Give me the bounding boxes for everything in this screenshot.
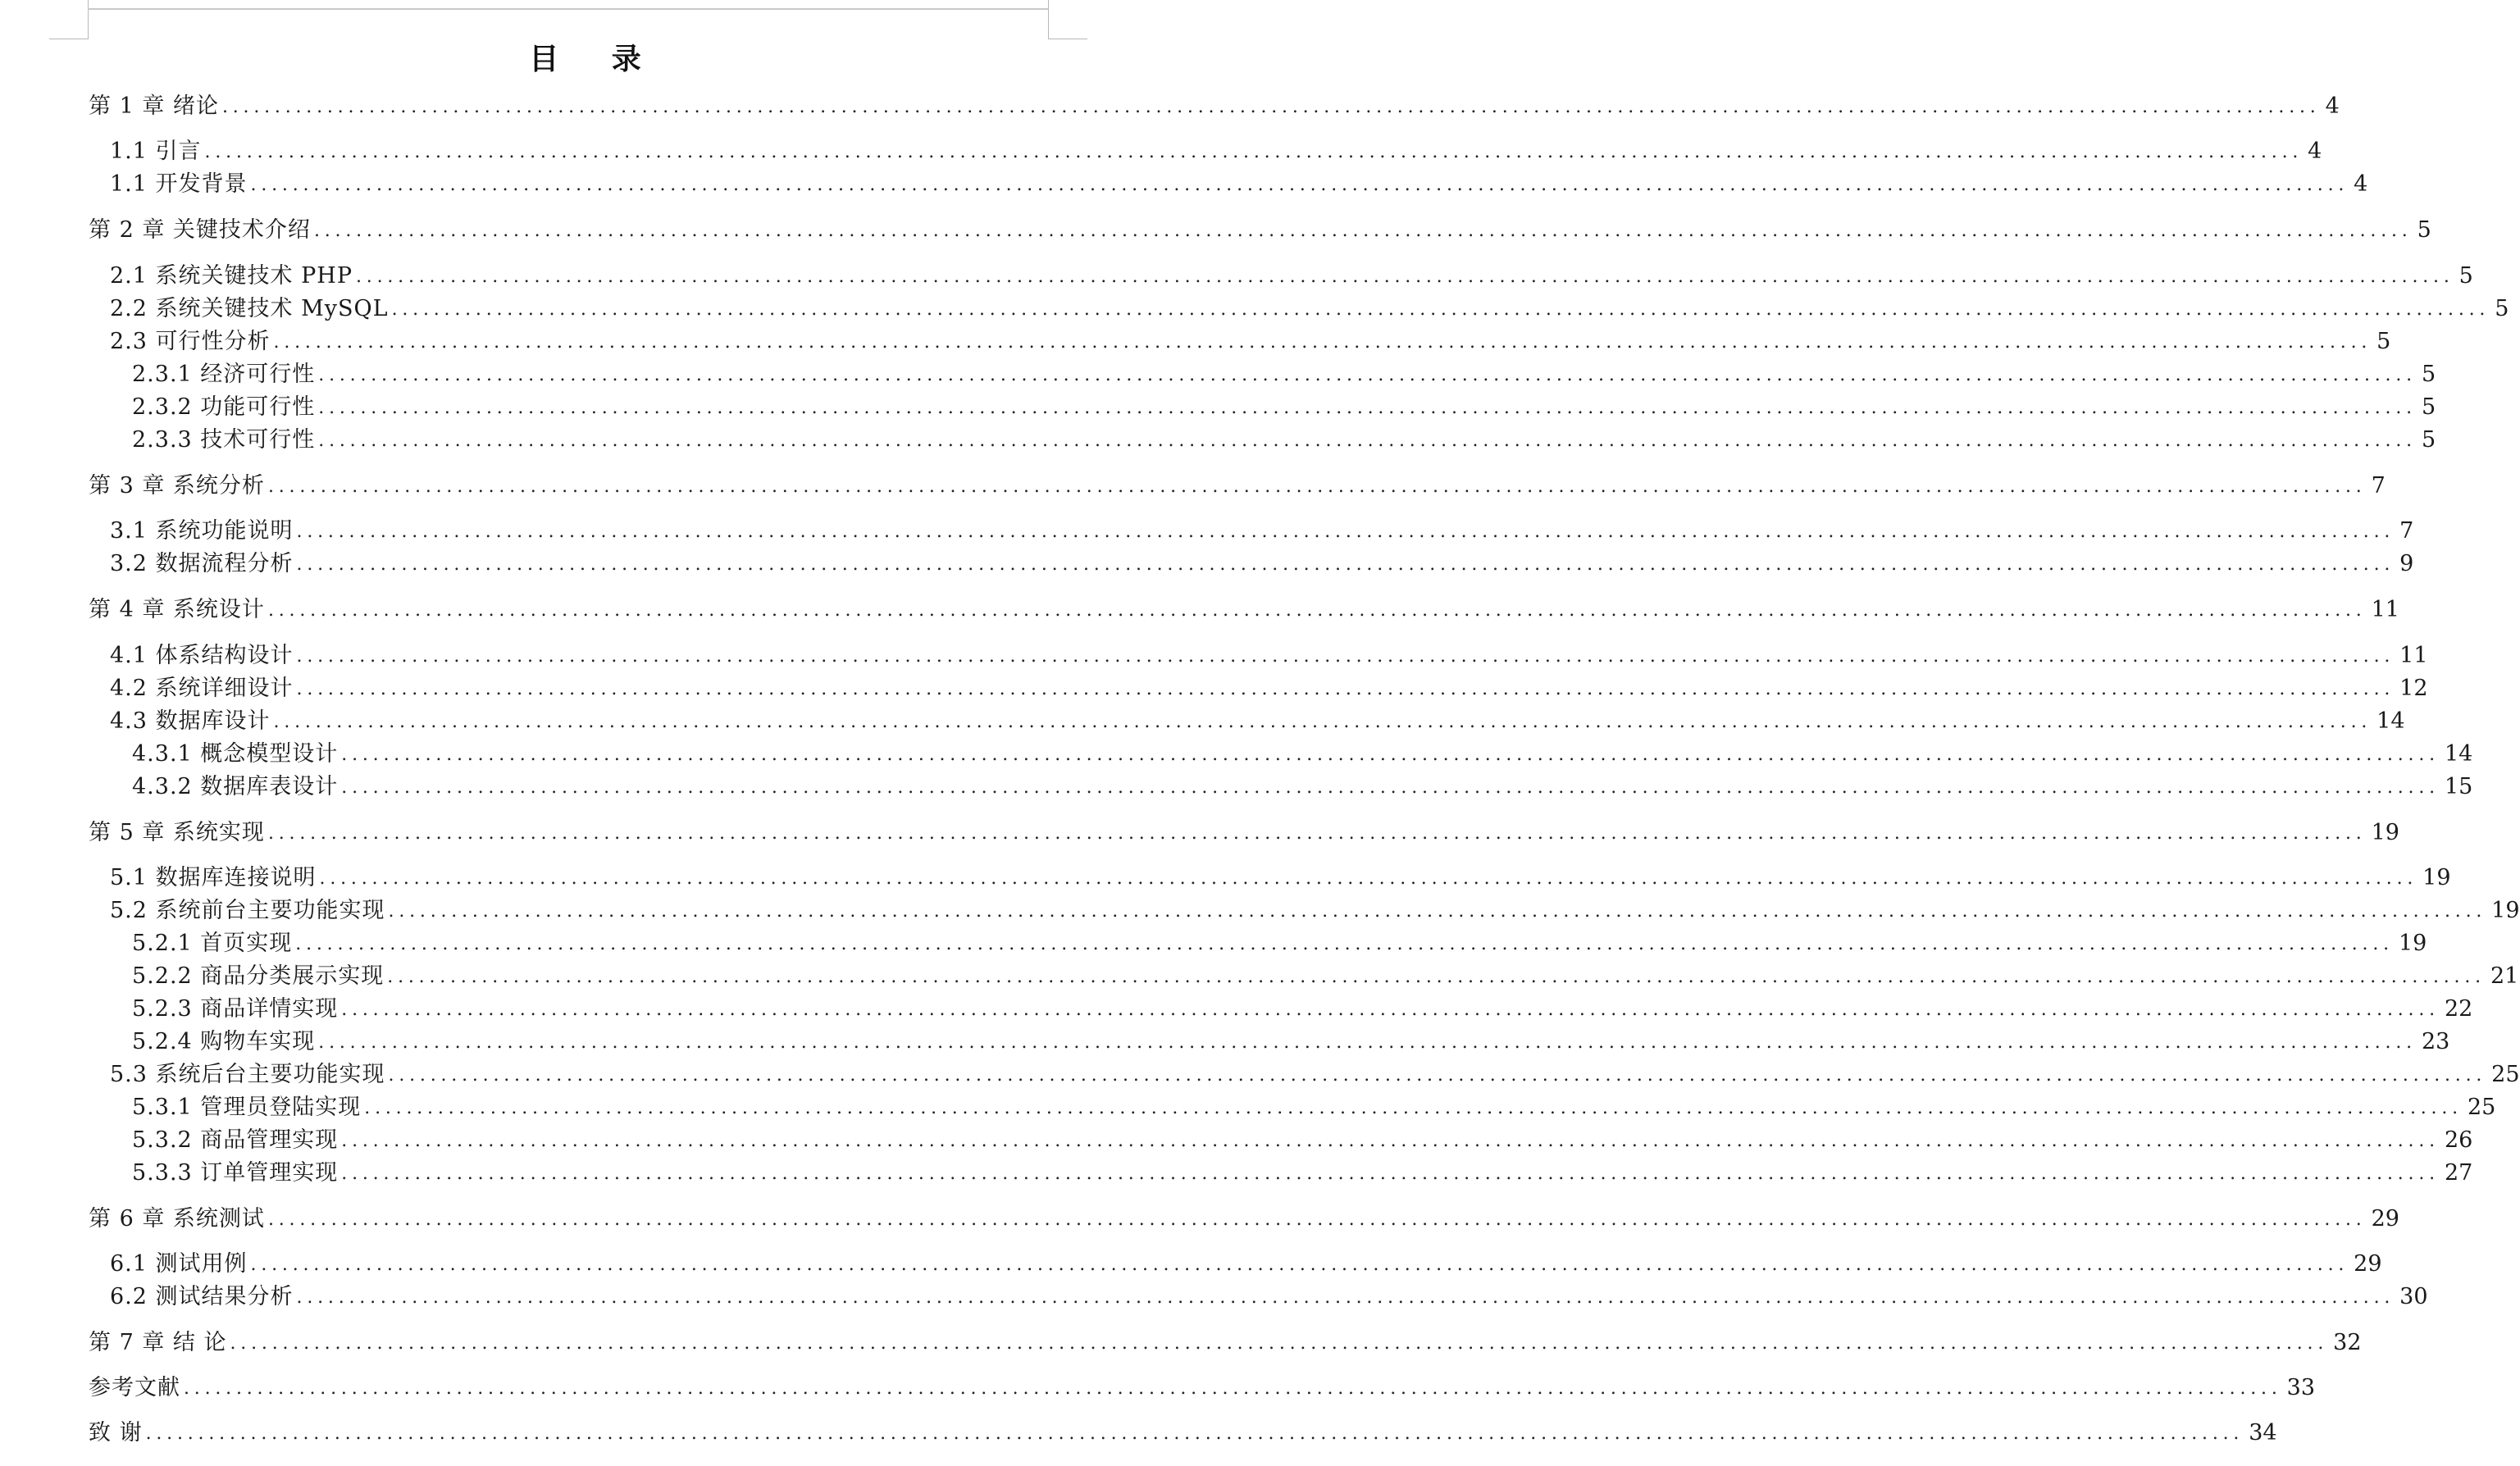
toc-entry-4-3-1[interactable] [89, 738, 2473, 771]
toc-entry-label: 参考文献 [89, 1375, 180, 1400]
toc-entry-page: 4 [2308, 139, 2322, 164]
dot-leader: ........................................................................................................................................................................................................ [388, 901, 2487, 922]
toc-entry-label: 5.2.2 商品分类展示实现 [132, 963, 385, 989]
toc-entry-page: 19 [2371, 820, 2399, 845]
table-of-contents [89, 0, 2520, 1466]
dot-leader: ........................................................................................................................................................................................................ [296, 554, 2395, 575]
dot-leader: ........................................................................................................................................................................................................ [341, 999, 2440, 1020]
dot-leader: ........................................................................................................................................................................................................ [273, 712, 2372, 732]
dot-leader: ........................................................................................................................................................................................................ [364, 1098, 2463, 1118]
toc-title: 目 录 [529, 43, 663, 76]
toc-entry-2-3[interactable] [89, 326, 2391, 358]
dot-leader: ........................................................................................................................................................................................................ [267, 823, 2367, 844]
toc-entry-2-3-1[interactable] [89, 358, 2436, 391]
toc-entry-label: 3.1 系统功能说明 [110, 518, 294, 544]
dot-leader: ........................................................................................................................................................................................................ [313, 221, 2413, 241]
toc-entry-4-3[interactable] [89, 705, 2405, 738]
toc-entry-page: 19 [2491, 898, 2520, 923]
dot-leader: ........................................................................................................................................................................................................ [318, 365, 2417, 385]
toc-entry-label: 6.2 测试结果分析 [110, 1284, 294, 1309]
toc-entry-page: 9 [2399, 551, 2414, 576]
dot-leader: ........................................................................................................................................................................................................ [318, 398, 2417, 418]
toc-entry-label: 5.2.1 首页实现 [132, 931, 293, 956]
dot-leader: ........................................................................................................................................................................................................ [341, 777, 2440, 798]
toc-entry-6-2[interactable] [89, 1281, 2428, 1313]
toc-entry-3-1[interactable] [89, 515, 2414, 548]
toc-entry-page: 12 [2399, 676, 2428, 701]
toc-entry-page: 5 [2421, 427, 2436, 453]
toc-entry-label: 4.2 系统详细设计 [110, 676, 294, 701]
toc-entry-2-3-3[interactable] [89, 424, 2436, 457]
toc-entry-page: 5 [2417, 217, 2431, 243]
toc-entry-label: 1.1 开发背景 [110, 171, 248, 197]
dot-leader: ........................................................................................................................................................................................................ [355, 266, 2454, 287]
toc-entry-chapter-5[interactable] [89, 817, 2399, 849]
toc-entry-page: 5 [2421, 394, 2436, 420]
toc-entry-chapter-4[interactable] [89, 594, 2399, 626]
toc-entry-page: 34 [2249, 1420, 2277, 1446]
toc-entry-page: 5 [2495, 296, 2509, 321]
dot-leader: ........................................................................................................................................................................................................ [341, 744, 2440, 765]
toc-entry-chapter-2[interactable] [89, 214, 2431, 247]
dot-leader: ........................................................................................................................................................................................................ [250, 175, 2349, 195]
toc-entry-label: 2.3.1 经济可行性 [132, 362, 316, 387]
toc-entry-page: 25 [2491, 1062, 2520, 1087]
toc-entry-6-1[interactable] [89, 1248, 2382, 1281]
toc-entry-chapter-3[interactable] [89, 470, 2386, 503]
toc-entry-page: 25 [2467, 1095, 2496, 1120]
toc-entry-1-1[interactable] [89, 135, 2322, 168]
toc-entry-page: 7 [2399, 518, 2414, 544]
toc-entry-label: 1.1 引言 [110, 139, 202, 164]
dot-leader: ........................................................................................................................................................................................................ [318, 1032, 2417, 1053]
crop-mark-top-right-vertical [1048, 0, 1049, 39]
toc-entry-5-2-4[interactable] [89, 1026, 2450, 1059]
toc-entry-page: 4 [2325, 93, 2340, 119]
toc-entry-page: 30 [2399, 1284, 2428, 1309]
toc-entry-label: 第 7 章 结 论 [89, 1330, 227, 1355]
toc-entry-label: 2.3 可行性分析 [110, 329, 271, 354]
toc-entry-label: 5.1 数据库连接说明 [110, 865, 317, 890]
toc-entry-page: 19 [2422, 865, 2451, 890]
toc-entry-5-2-1[interactable] [89, 927, 2427, 960]
toc-entry-page: 14 [2376, 708, 2405, 734]
toc-entry-page: 22 [2444, 996, 2473, 1022]
toc-entry-page: 7 [2371, 473, 2386, 499]
toc-entry-label: 第 4 章 系统设计 [89, 597, 265, 622]
toc-entry-4-3-2[interactable] [89, 771, 2473, 804]
toc-entry-page: 4 [2354, 171, 2368, 197]
toc-entry-5-2[interactable] [89, 895, 2520, 927]
toc-entry-5-2-2[interactable] [89, 960, 2519, 993]
toc-entry-4-2[interactable] [89, 672, 2428, 705]
toc-entry-page: 11 [2371, 597, 2399, 622]
toc-entry-2-1[interactable] [89, 260, 2473, 293]
dot-leader: ........................................................................................................................................................................................................ [319, 868, 2418, 889]
toc-entry-page: 27 [2444, 1160, 2473, 1186]
dot-leader: ........................................................................................................................................................................................................ [341, 1163, 2440, 1184]
dot-leader: ........................................................................................................................................................................................................ [145, 1423, 2244, 1444]
dot-leader: ........................................................................................................................................................................................................ [387, 967, 2486, 987]
toc-entry-label: 5.2.4 购物车实现 [132, 1029, 316, 1054]
toc-entry-label: 3.2 数据流程分析 [110, 551, 294, 576]
toc-entry-page: 5 [2458, 263, 2473, 289]
toc-entry-5-3-3[interactable] [89, 1157, 2473, 1190]
toc-entry-5-2-3[interactable] [89, 993, 2473, 1026]
toc-entry-references[interactable] [89, 1372, 2315, 1405]
toc-entry-label: 5.3.3 订单管理实现 [132, 1160, 339, 1186]
toc-entry-5-3[interactable] [89, 1059, 2520, 1091]
toc-entry-page: 29 [2354, 1251, 2382, 1277]
toc-entry-label: 第 2 章 关键技术介绍 [89, 217, 311, 243]
toc-entry-5-1[interactable] [89, 862, 2451, 895]
toc-entry-label: 第 3 章 系统分析 [89, 473, 265, 499]
dot-leader: ........................................................................................................................................................................................................ [184, 1378, 2282, 1399]
dot-leader: ........................................................................................................................................................................................................ [250, 1254, 2349, 1275]
toc-entry-5-3-1[interactable] [89, 1091, 2496, 1124]
toc-entry-label: 4.3.1 概念模型设计 [132, 741, 339, 767]
toc-entry-page: 32 [2333, 1330, 2362, 1355]
dot-leader: ........................................................................................................................................................................................................ [204, 142, 2304, 162]
toc-entry-page: 26 [2444, 1127, 2473, 1153]
toc-entry-label: 5.3.1 管理员登陆实现 [132, 1095, 362, 1120]
toc-entry-page: 5 [2376, 329, 2391, 354]
dot-leader: ........................................................................................................................................................................................................ [388, 1065, 2487, 1086]
toc-entry-4-1[interactable] [89, 640, 2428, 672]
toc-entry-page: 14 [2444, 741, 2473, 767]
dot-leader: ........................................................................................................................................................................................................ [341, 1131, 2440, 1151]
dot-leader: ........................................................................................................................................................................................................ [267, 1209, 2367, 1230]
toc-entry-1-1b[interactable] [89, 168, 2368, 201]
dot-leader: ........................................................................................................................................................................................................ [221, 97, 2321, 117]
toc-entry-page: 21 [2490, 963, 2519, 989]
dot-leader: ........................................................................................................................................................................................................ [296, 679, 2395, 699]
toc-entry-label: 4.3.2 数据库表设计 [132, 774, 339, 799]
toc-entry-acknowledgements[interactable] [89, 1417, 2277, 1450]
toc-entry-chapter-7[interactable] [89, 1327, 2362, 1359]
dot-leader: ........................................................................................................................................................................................................ [391, 299, 2490, 320]
toc-entry-5-3-2[interactable] [89, 1124, 2473, 1157]
toc-entry-page: 23 [2421, 1029, 2450, 1054]
toc-entry-label: 5.3 系统后台主要功能实现 [110, 1062, 385, 1087]
dot-leader: ........................................................................................................................................................................................................ [296, 646, 2395, 667]
toc-entry-label: 2.1 系统关键技术 PHP [110, 263, 353, 289]
dot-leader: ........................................................................................................................................................................................................ [295, 934, 2394, 954]
toc-entry-label: 6.1 测试用例 [110, 1251, 248, 1277]
dot-leader: ........................................................................................................................................................................................................ [230, 1333, 2329, 1354]
toc-entry-page: 5 [2421, 362, 2436, 387]
dot-leader: ........................................................................................................................................................................................................ [267, 600, 2367, 621]
toc-entry-2-2[interactable] [89, 293, 2509, 326]
toc-entry-label: 2.3.3 技术可行性 [132, 427, 316, 453]
dot-leader: ........................................................................................................................................................................................................ [273, 332, 2372, 353]
toc-entry-label: 5.2 系统前台主要功能实现 [110, 898, 385, 923]
toc-entry-page: 19 [2398, 931, 2427, 956]
toc-entry-label: 5.2.3 商品详情实现 [132, 996, 339, 1022]
toc-entry-label: 第 6 章 系统测试 [89, 1206, 265, 1232]
toc-entry-3-2[interactable] [89, 548, 2414, 580]
toc-entry-label: 2.3.2 功能可行性 [132, 394, 316, 420]
dot-leader: ........................................................................................................................................................................................................ [267, 476, 2367, 497]
toc-entry-label: 第 5 章 系统实现 [89, 820, 265, 845]
toc-entry-label: 4.1 体系结构设计 [110, 643, 294, 668]
toc-entry-page: 33 [2286, 1375, 2315, 1400]
toc-entry-chapter-1[interactable] [89, 90, 2340, 123]
toc-entry-page: 15 [2444, 774, 2473, 799]
toc-entry-label: 5.3.2 商品管理实现 [132, 1127, 339, 1153]
dot-leader: ........................................................................................................................................................................................................ [318, 430, 2417, 451]
toc-entry-2-3-2[interactable] [89, 391, 2436, 424]
toc-entry-page: 29 [2371, 1206, 2399, 1232]
toc-entry-label: 致 谢 [89, 1420, 143, 1446]
dot-leader: ........................................................................................................................................................................................................ [296, 1287, 2395, 1308]
dot-leader: ........................................................................................................................................................................................................ [296, 521, 2395, 542]
toc-entry-label: 2.2 系统关键技术 MySQL [110, 296, 389, 321]
toc-entry-chapter-6[interactable] [89, 1203, 2399, 1236]
toc-entry-label: 第 1 章 绪论 [89, 93, 219, 119]
toc-entry-label: 4.3 数据库设计 [110, 708, 271, 734]
toc-entry-page: 11 [2399, 643, 2428, 668]
